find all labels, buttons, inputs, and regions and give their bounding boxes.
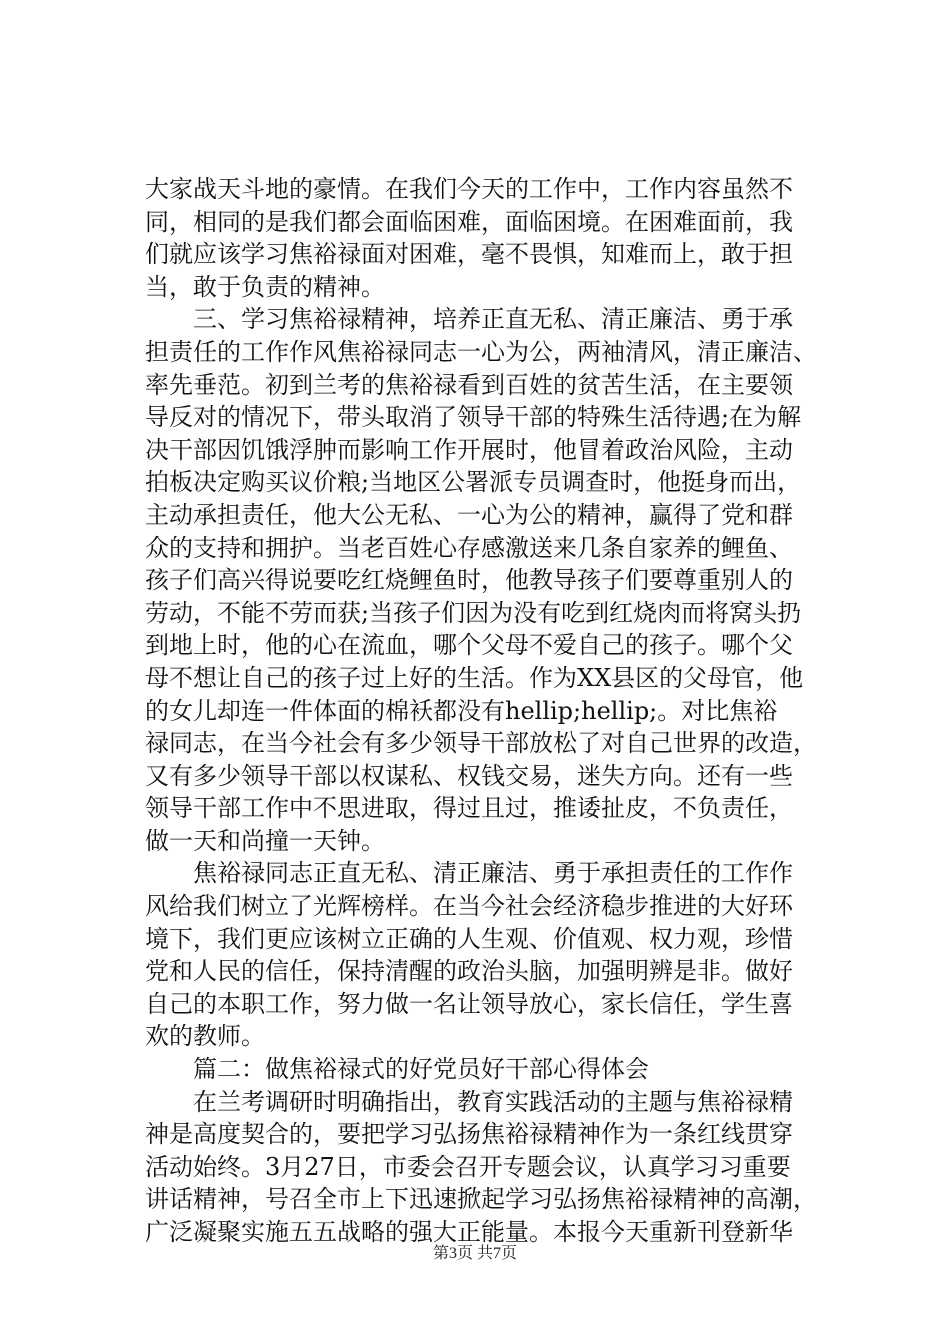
text-line: 决干部因饥饿浮肿而影响工作开展时，他冒着政治风险，主动 <box>145 435 793 464</box>
text-line: 三、学习焦裕禄精神，培养正直无私、清正廉洁、勇于承 <box>145 305 793 334</box>
text-line: 欢的教师。 <box>145 1022 265 1051</box>
body-text <box>145 173 835 1249</box>
text-line: 领导干部工作中不思进取，得过且过，推诿扯皮，不负责任， <box>145 794 793 823</box>
text-line: 焦裕禄同志正直无私、清正廉洁、勇于承担责任的工作作 <box>145 859 793 888</box>
text-line: 众的支持和拥护。当老百姓心存感激送来几条自家养的鲤鱼、 <box>145 533 793 562</box>
text-line: 同，相同的是我们都会面临困难，面临困境。在困难面前，我 <box>145 207 793 236</box>
text-line: 们就应该学习焦裕禄面对困难，毫不畏惧，知难而上，敢于担 <box>145 240 793 269</box>
text-line: 境下，我们更应该树立正确的人生观、价值观、权力观，珍惜 <box>145 924 793 953</box>
section-heading: 篇二：做焦裕禄式的好党员好干部心得体会 <box>145 1055 649 1084</box>
text-line: 担责任的工作作风焦裕禄同志一心为公，两袖清风，清正廉洁、 <box>145 337 817 366</box>
text-line: 禄同志，在当今社会有多少领导干部放松了对自己世界的改造， <box>145 729 817 758</box>
text-line: 劳动，不能不劳而获;当孩子们因为没有吃到红烧肉而将窝头扔 <box>145 598 802 627</box>
text-line: 活动始终。3月27日，市委会召开专题会议，认真学习习重要 <box>145 1152 791 1181</box>
text-line: 又有多少领导干部以权谋私、权钱交易，迷失方向。还有一些 <box>145 761 793 790</box>
text-line: 党和人民的信任，保持清醒的政治头脑，加强明辨是非。做好 <box>145 957 793 986</box>
text-line: 当，敢于负责的精神。 <box>145 272 385 301</box>
text-line: 率先垂范。初到兰考的焦裕禄看到百姓的贫苦生活，在主要领 <box>145 370 793 399</box>
text-line: 母不想让自己的孩子过上好的生活。作为XX县区的父母官，他 <box>145 663 804 692</box>
text-line: 做一天和尚撞一天钟。 <box>145 826 385 855</box>
text-line: 大家战天斗地的豪情。在我们今天的工作中，工作内容虽然不 <box>145 175 793 203</box>
text-line: 神是高度契合的，要把学习弘扬焦裕禄精神作为一条红线贯穿 <box>145 1120 793 1149</box>
text-line: 主动承担责任，他大公无私、一心为公的精神，赢得了党和群 <box>145 500 793 529</box>
text-line: 的女儿却连一件体面的棉袄都没有hellip;hellip;。对比焦裕 <box>145 696 778 725</box>
text-line: 到地上时，他的心在流血，哪个父母不爱自己的孩子。哪个父 <box>145 631 793 660</box>
text-line: 风给我们树立了光辉榜样。在当今社会经济稳步推进的大好环 <box>145 892 793 921</box>
text-line: 在兰考调研时明确指出，教育实践活动的主题与焦裕禄精 <box>145 1087 793 1116</box>
text-line: 孩子们高兴得说要吃红烧鲤鱼时，他教导孩子们要尊重别人的 <box>145 566 793 595</box>
text-line: 自己的本职工作，努力做一名让领导放心，家长信任，学生喜 <box>145 989 793 1018</box>
page-number: 第3页 共7页 <box>432 1245 517 1262</box>
text-line: 拍板决定购买议价粮;当地区公署派专员调查时，他挺身而出， <box>145 468 802 497</box>
text-line: 导反对的情况下，带头取消了领导干部的特殊生活待遇;在为解 <box>145 403 802 432</box>
text-line: 讲话精神，号召全市上下迅速掀起学习弘扬焦裕禄精神的高潮， <box>145 1185 817 1214</box>
text-line: 广泛凝聚实施五五战略的强大正能量。本报今天重新刊登新华 <box>145 1218 793 1246</box>
